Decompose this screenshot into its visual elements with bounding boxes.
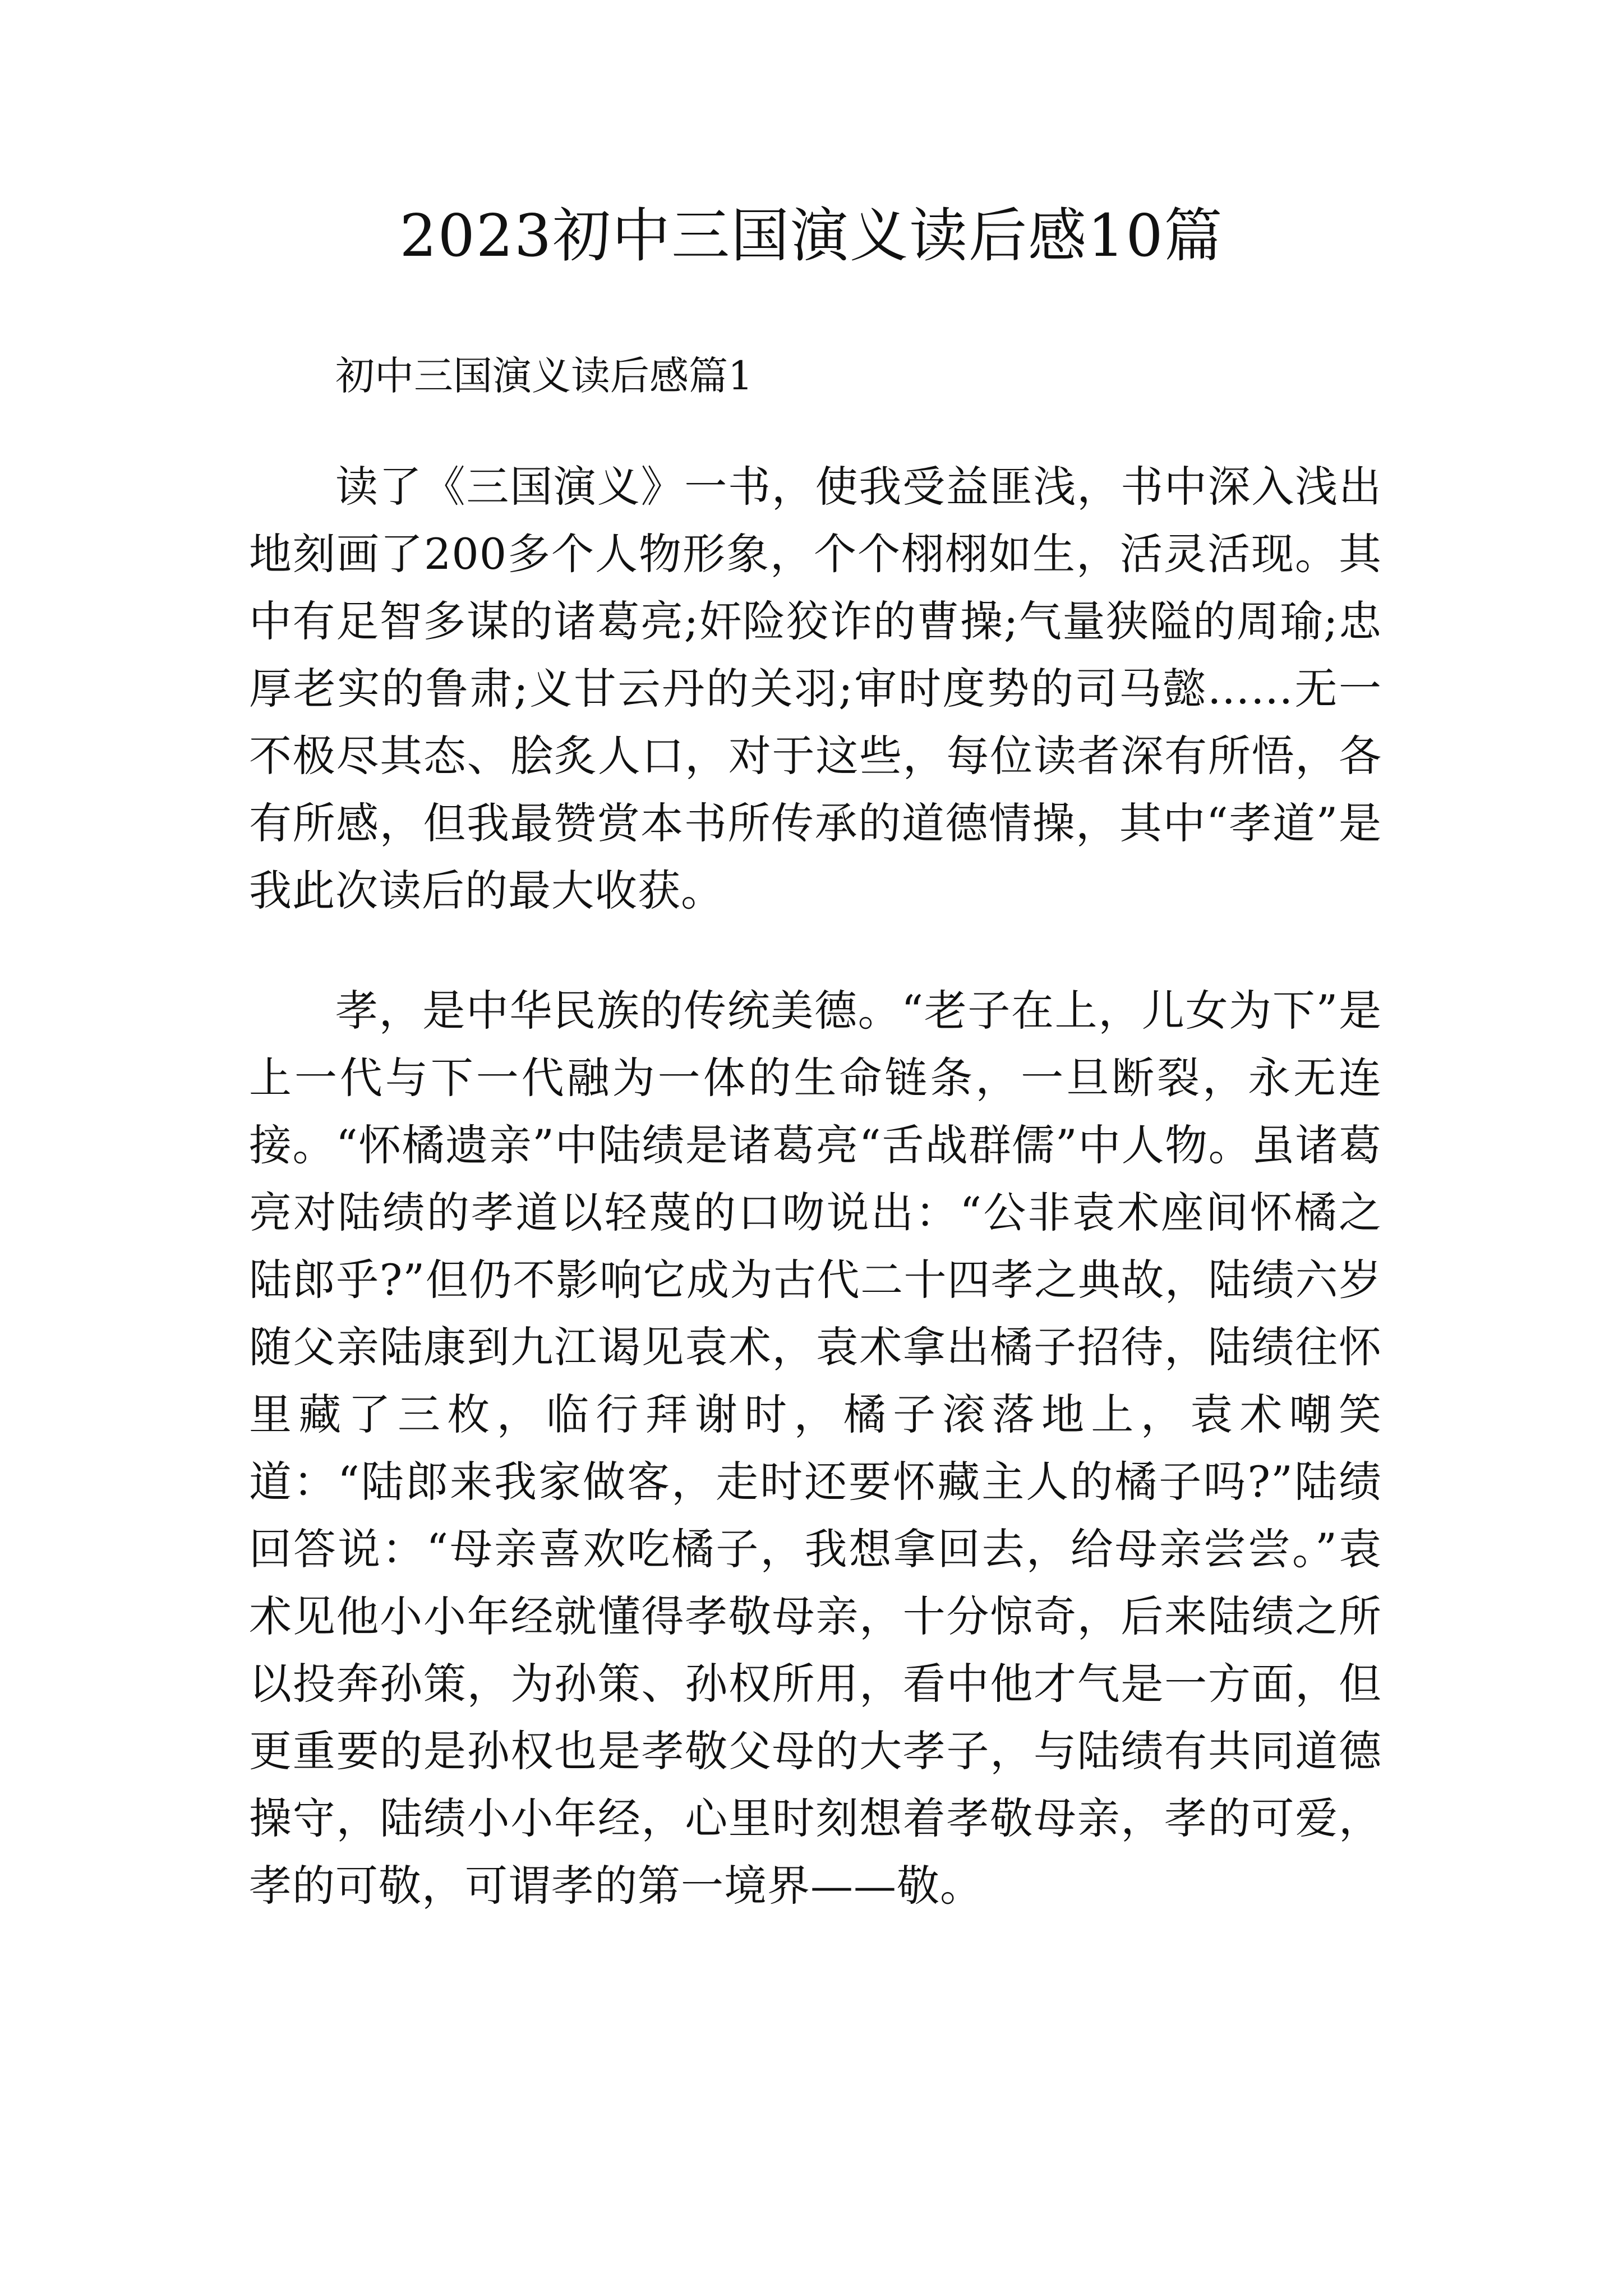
body-paragraph: 孝，是中华民族的传统美德。“老子在上，儿女为下”是上一代与下一代融为一体的生命链条，一旦断裂，永无连接。“怀橘遗亲”中陆绩是诸葛亮“舌战群儒”中人物。虽诸葛亮对陆绩的孝道以轻蔑的口吻说出：“公非袁术座间怀橘之陆郎乎?”但仍不影响它成为古代二十四孝之典故，陆绩六岁随父亲陆康到九江谒见袁术，袁术拿出橘子招待，陆绩往怀里藏了三枚，临行拜谢时，橘子滚落地上，袁术嘲笑道：“陆郎来我家做客，走时还要怀藏主人的橘子吗?”陆绩回答说：“母亲喜欢吃橘子，我想拿回去，给母亲尝尝。”袁术见他小小年经就懂得孝敬母亲，十分惊奇，后来陆绩之所以投奔孙策，为孙策、孙权所用，看中他才气是一方面，但更重要的是孙权也是孝敬父母的大孝子，与陆绩有共同道德操守，陆绩小小年经，心里时刻想着孝敬母亲，孝的可爱，孝的可敬，可谓孝的第一境界——敬。	[249, 986, 1382, 1911]
document-title: 2023初中三国演义读后感10篇	[399, 201, 1224, 270]
section-heading: 初中三国演义读后感篇1	[335, 353, 753, 399]
body-paragraph: 读了《三国演义》一书，使我受益匪浅，书中深入浅出地刻画了200多个人物形象，个个栩栩如生，活灵活现。其中有足智多谋的诸葛亮;奸险狡诈的曹操;气量狭隘的周瑜;忠厚老实的鲁肃;义甘云丹的关羽;审时度势的司马懿……无一不极尽其态、脍炙人口，对于这些，每位读者深有所悟，各有所感，但我最赞赏本书所传承的道德情操，其中“孝道”是我此次读后的最大收获。	[249, 462, 1382, 915]
